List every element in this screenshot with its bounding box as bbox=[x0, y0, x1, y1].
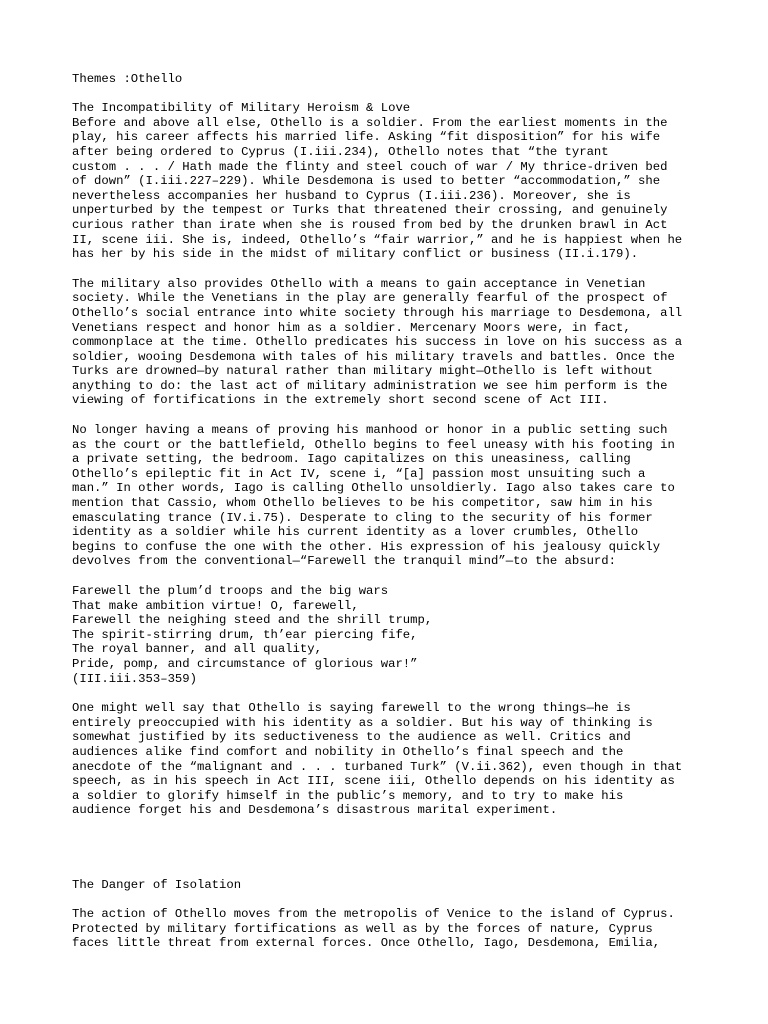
text-line: entirely preoccupied with his identity as a soldier. But his way of thinking is bbox=[72, 715, 653, 730]
text-line: Turks are drowned—by natural rather than military might—Othello is left without bbox=[72, 364, 653, 379]
text-line: as the court or the battlefield, Othello begins to feel uneasy with his footing in bbox=[72, 437, 675, 452]
text-line: II, scene iii. She is, indeed, Othello’s “fair warrior,” and he is happiest when he bbox=[72, 232, 683, 247]
text-line: man.” In other words, Iago is calling Othello unsoldierly. Iago also takes care to bbox=[72, 481, 675, 496]
heading-spacer bbox=[72, 893, 712, 908]
paragraph bbox=[72, 907, 712, 951]
text-line: Farewell the neighing steed and the shrill trump, bbox=[72, 613, 433, 628]
text-line: No longer having a means of proving his manhood or honor in a public setting such bbox=[72, 423, 668, 438]
text-line: anything to do: the last act of military administration we see him perform is the bbox=[72, 378, 668, 393]
text-line: speech, as in his speech in Act III, scene iii, Othello depends on his identity as bbox=[72, 774, 675, 789]
text-line: anecdote of the “malignant and . . . turbaned Turk” (V.ii.362), even though in that bbox=[72, 759, 683, 774]
text-line: (III.iii.353–359) bbox=[72, 671, 197, 686]
text-line: Othello’s epileptic fit in Act IV, scene i, “[a] passion most unsuiting such a bbox=[72, 466, 646, 481]
text-line: identity as a soldier while his current identity as a lover crumbles, Othello bbox=[72, 525, 639, 540]
text-line: The military also provides Othello with a means to gain acceptance in Venetian bbox=[72, 276, 646, 291]
text-line: The action of Othello moves from the metropolis of Venice to the island of Cyprus. bbox=[72, 907, 675, 922]
text-line: custom . . . / Hath made the flinty and steel couch of war / My thrice-driven bed bbox=[72, 159, 668, 174]
text-line: a soldier to glorify himself in the public’s memory, and to try to make his bbox=[72, 788, 624, 803]
text-line: commonplace at the time. Othello predicates his success in love on his success as a bbox=[72, 335, 683, 350]
text-line: play, his career affects his married life. Asking “fit disposition” for his wife bbox=[72, 130, 661, 145]
text-line: a private setting, the bedroom. Iago capitalizes on this uneasiness, calling bbox=[72, 452, 631, 467]
text-line: begins to confuse the one with the other. His expression of his jealousy quickly bbox=[72, 539, 661, 554]
text-line: emasculating trance (IV.i.75). Desperate to cling to the security of his former bbox=[72, 510, 653, 525]
text-line: nevertheless accompanies her husband to Cyprus (I.iii.236). Moreover, she is bbox=[72, 188, 631, 203]
document-page bbox=[72, 72, 712, 966]
document-body bbox=[72, 101, 712, 951]
text-line: The royal banner, and all quality, bbox=[72, 642, 322, 657]
text-line: somewhat justified by its seductiveness to the audience as well. Critics and bbox=[72, 730, 631, 745]
text-line: Venetians respect and honor him as a soldier. Mercenary Moors were, in fact, bbox=[72, 320, 631, 335]
text-line: Protected by military fortifications as well as by the forces of nature, Cyprus bbox=[72, 921, 653, 936]
text-line: audiences alike find comfort and nobility in Othello’s final speech and the bbox=[72, 744, 624, 759]
text-line: The spirit-stirring drum, th’ear piercing fife, bbox=[72, 627, 418, 642]
text-line: mention that Cassio, whom Othello believes to be his competitor, saw him in his bbox=[72, 496, 653, 511]
paragraph bbox=[72, 277, 712, 408]
text-line: That make ambition virtue! O, farewell, bbox=[72, 598, 359, 613]
paragraph bbox=[72, 423, 712, 569]
text-line: Othello’s social entrance into white society through his marriage to Desdemona, all bbox=[72, 305, 683, 320]
paragraph bbox=[72, 584, 712, 686]
document-title: Themes :Othello bbox=[72, 72, 183, 86]
text-line: of down” (I.iii.227–229). While Desdemona is used to better “accommodation,” she bbox=[72, 174, 661, 189]
section-spacer bbox=[72, 833, 712, 878]
text-line: Farewell the plum’d troops and the big wars bbox=[72, 584, 389, 598]
paragraph bbox=[72, 116, 712, 262]
text-line: curious rather than irate when she is roused from bed by the drunken brawl in Act bbox=[72, 217, 668, 232]
text-line: Before and above all else, Othello is a soldier. From the earliest moments in the bbox=[72, 115, 668, 130]
text-line: audience forget his and Desdemona’s disastrous marital experiment. bbox=[72, 803, 558, 818]
text-line: One might well say that Othello is saying farewell to the wrong things—he is bbox=[72, 701, 631, 716]
section-heading: The Incompatibility of Military Heroism & Love bbox=[72, 101, 411, 116]
text-line: Pride, pomp, and circumstance of glorious war!” bbox=[72, 656, 418, 671]
text-line: viewing of fortifications in the extremely short second scene of Act III. bbox=[72, 393, 609, 408]
text-line: unperturbed by the tempest or Turks that threatened their crossing, and genuinely bbox=[72, 203, 668, 218]
text-line: soldier, wooing Desdemona with tales of his military travels and battles. Once the bbox=[72, 349, 675, 364]
text-line: devolves from the conventional—“Farewell the tranquil mind”—to the absurd: bbox=[72, 554, 616, 569]
text-line: faces little threat from external forces. Once Othello, Iago, Desdemona, Emilia, bbox=[72, 936, 661, 951]
text-line: society. While the Venetians in the play are generally fearful of the prospect of bbox=[72, 291, 668, 306]
text-line: has her by his side in the midst of military conflict or business (II.i.179). bbox=[72, 247, 639, 262]
text-line: after being ordered to Cyprus (I.iii.234), Othello notes that “the tyrant bbox=[72, 144, 609, 159]
paragraph bbox=[72, 701, 712, 818]
section-heading: The Danger of Isolation bbox=[72, 877, 242, 892]
